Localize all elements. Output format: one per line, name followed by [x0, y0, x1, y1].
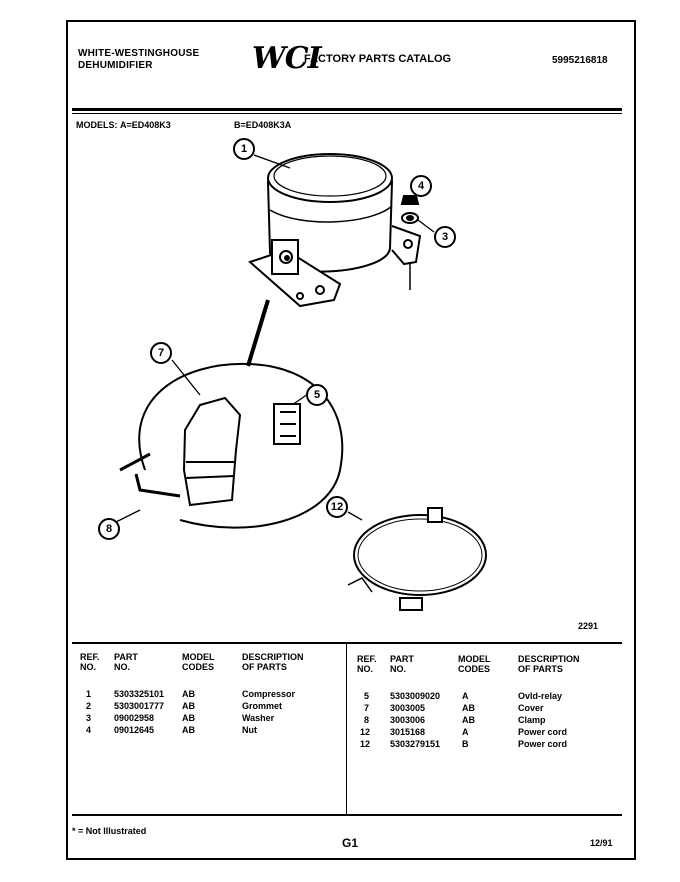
drawing-code: 2291	[578, 621, 599, 631]
parts-catalog-page: WHITE-WESTINGHOUSE DEHUMIDIFIER WCI FACTORY PARTS CATALOG 5995216818 MODELS: A=ED408K3 B=ED408K3A 1 4 3 7 5 8 12 2291 REF. NO. PART NO. MODEL CODES DESCRIPTION OF PARTS REF. NO. PART NO. MODEL CODES DESCRIPTION OF PARTS 1 5303325101 AB Compressor 2 5303001777 AB Grommet 3 09002958 AB Washer 4 09012645 AB Nut 5 5303009020 A Ovld-relay 7 3003005 AB Cover 8 3003006 AB Clamp 12 3015168 A Power cord 12 5303279151 B Power cord * = Not Illustrated G1 12/91	[0, 0, 680, 882]
table-divider	[346, 644, 347, 814]
clamp-drawing	[120, 454, 180, 496]
catalog-number: 5995216818	[552, 55, 608, 66]
callout-1: 1	[233, 138, 255, 160]
brand-line-2: DEHUMIDIFIER	[78, 60, 153, 71]
callout-7: 7	[150, 342, 172, 364]
models-label: MODELS:	[76, 120, 118, 130]
compressor-drawing	[250, 154, 420, 306]
callout-5: 5	[306, 384, 328, 406]
hdr-ref-left: REF. NO.	[80, 652, 100, 672]
hdr-part-right: PART NO.	[390, 654, 414, 674]
brand-line-1: WHITE-WESTINGHOUSE	[78, 48, 200, 59]
page-number: G1	[342, 836, 359, 850]
revision-date: 12/91	[590, 838, 613, 848]
catalog-title: FACTORY PARTS CATALOG	[304, 53, 452, 65]
table-top-rule	[72, 642, 622, 644]
callout-3: 3	[434, 226, 456, 248]
power-cord-drawing	[348, 508, 486, 610]
callout-12: 12	[326, 496, 348, 518]
callout-8: 8	[98, 518, 120, 540]
model-b: B=ED408K3A	[234, 120, 292, 130]
hdr-part-left: PART NO.	[114, 652, 138, 672]
model-a: A=ED408K3	[120, 120, 171, 130]
relay-cover-drawing	[184, 398, 240, 505]
overload-relay-drawing	[274, 404, 300, 444]
hdr-model-right: MODEL CODES	[458, 654, 491, 674]
wci-logo: WCI	[252, 41, 321, 76]
table-bottom-rule	[72, 814, 622, 816]
hdr-desc-left: DESCRIPTION OF PARTS	[242, 652, 304, 672]
footnote-not-illustrated: * = Not Illustrated	[72, 826, 147, 836]
connection-line	[248, 300, 268, 366]
hdr-desc-right: DESCRIPTION OF PARTS	[518, 654, 580, 674]
hdr-ref-right: REF. NO.	[357, 654, 377, 674]
hdr-model-left: MODEL CODES	[182, 652, 215, 672]
callout-4: 4	[410, 175, 432, 197]
